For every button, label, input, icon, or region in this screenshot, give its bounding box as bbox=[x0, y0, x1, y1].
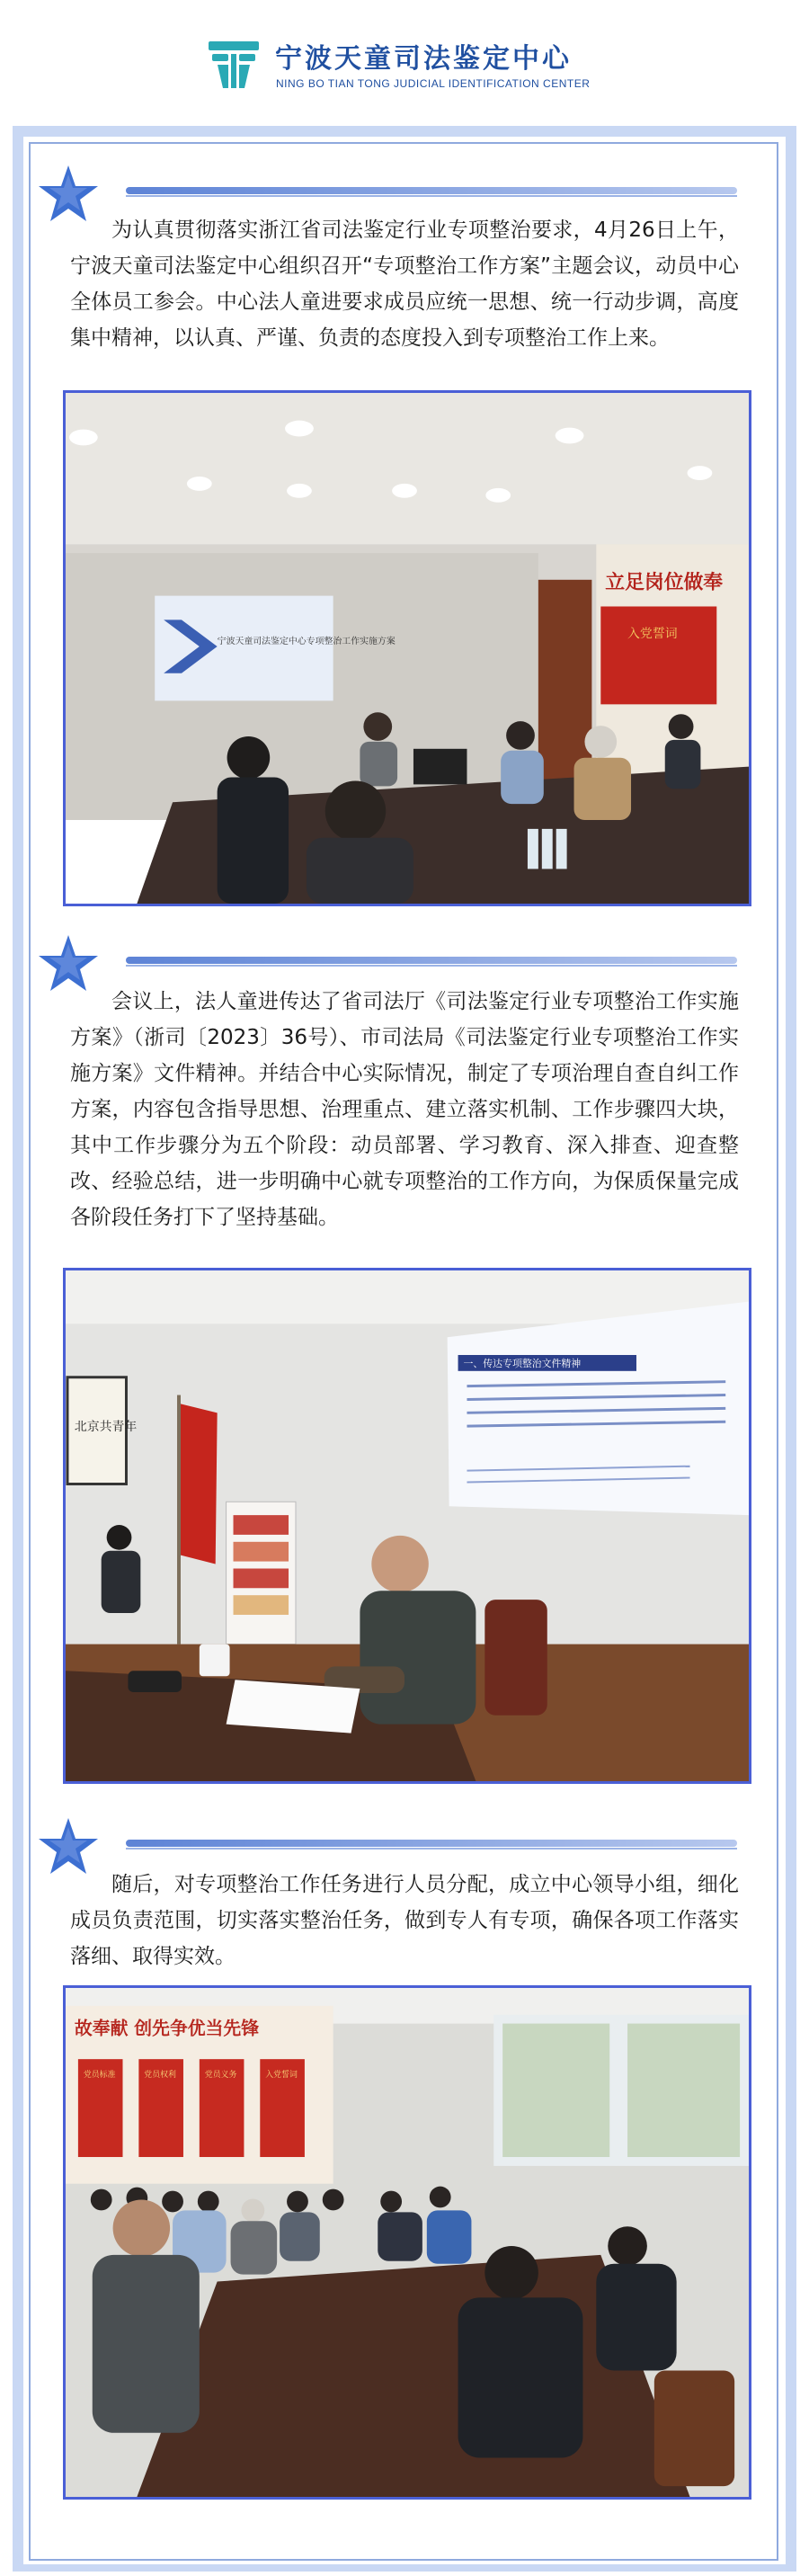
section-divider bbox=[126, 1840, 737, 1847]
board-item: 党员权利 bbox=[144, 2070, 176, 2080]
meeting-photo-2 bbox=[63, 1268, 751, 1784]
screen-heading: 一、传达专项整治文件精神 bbox=[463, 1357, 582, 1369]
section-1-paragraph: 为认真贯彻落实浙江省司法鉴定行业专项整治要求，4月26日上午，宁波天童司法鉴定中心组织召开“专项整治工作方案”主题会议，动员中心全体员工参会。中心法人童进要求成员应统一思想、统一行动步调，高度集中精神，以认真、严谨、负责的态度投入到专项整治工作上来。 bbox=[70, 218, 739, 350]
section-2-paragraph: 会议上，法人童进传达了省司法厅《司法鉴定行业专项整治工作实施方案》（浙司〔2023〕36号）、市司法局《司法鉴定行业专项整治工作实施方案》文件精神。并结合中心实际情况，制定了专项治理自查自纠工作方案，内容包含指导思想、治理重点、建立落实机制、工作步骤四大块，其中工作步骤分为五个阶段：动员部署、学习教育、深入排查、迎查整改、经验总结，进一步明确中心就专项整治的工作方向，为保质保量完成各阶段任务打下了坚持基础。 bbox=[70, 990, 739, 1229]
section-divider bbox=[126, 187, 737, 194]
center-title: 宁波天童司法鉴定中心 bbox=[275, 43, 572, 75]
calligraphy-text: 北京共青年 bbox=[74, 1420, 138, 1435]
center-subtitle: NING BO TIAN TONG JUDICIAL IDENTIFICATION CENTER bbox=[276, 77, 591, 90]
oath-poster-text: 入党誓词 bbox=[627, 627, 678, 642]
center-logo-icon bbox=[205, 36, 262, 94]
meeting-photo-1 bbox=[63, 390, 751, 906]
section-divider bbox=[126, 957, 737, 964]
page-header bbox=[0, 0, 809, 126]
banner-text: 故奉献 创先争优当先锋 bbox=[74, 2018, 260, 2039]
board-item: 党员义务 bbox=[204, 2070, 237, 2080]
board-item: 入党誓词 bbox=[265, 2070, 298, 2080]
wall-slogan: 立足岗位做奉 bbox=[605, 571, 724, 594]
meeting-photo-3 bbox=[63, 1985, 751, 2500]
screen-text: 宁波天童司法鉴定中心专项整治工作实施方案 bbox=[217, 637, 396, 647]
board-item: 党员标准 bbox=[83, 2070, 116, 2080]
section-3-paragraph: 随后，对专项整治工作任务进行人员分配，成立中心领导小组，细化成员负责范围，切实落实整治任务，做到专人有专项，确保各项工作落实落细、取得实效。 bbox=[70, 1873, 739, 1968]
